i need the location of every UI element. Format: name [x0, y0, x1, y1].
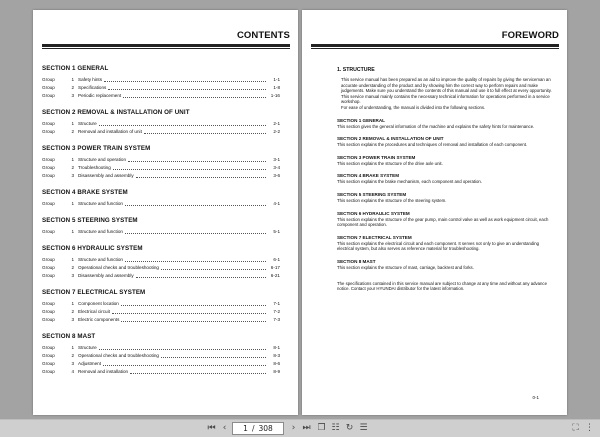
toc-page-ref: 2-1	[273, 121, 280, 126]
toc-page-ref: 5-1	[273, 229, 280, 234]
toc-group-number: 2	[71, 353, 74, 358]
foreword-section-title: SECTION 8 MAST	[337, 258, 376, 264]
toc-leader-dots	[121, 321, 266, 322]
foreword-section	[337, 259, 557, 271]
toc-group-number: 3	[71, 93, 74, 98]
toc-leader-dots	[136, 177, 266, 178]
toc-entry-label: Periodic replacement	[78, 93, 122, 98]
toc-entry-label: Structure and function	[78, 229, 123, 234]
foreword-section	[337, 211, 557, 228]
toc-group-number: 1	[71, 301, 74, 306]
toc-section	[42, 65, 280, 100]
toc-group: Group	[42, 157, 55, 162]
foreword-section-text: This section explains the procedures and techniques of removal and installation of each component.	[337, 142, 528, 148]
toc-entry[interactable]	[42, 156, 280, 164]
toc-group: Group	[42, 361, 55, 366]
toc-group-number: 2	[71, 129, 74, 134]
toc-section-title[interactable]: SECTION 4 BRAKE SYSTEM	[42, 189, 128, 196]
toc-section-title[interactable]: SECTION 7 ELECTRICAL SYSTEM	[42, 289, 146, 296]
toc-section	[42, 289, 280, 324]
toc-group-number: 1	[71, 201, 74, 206]
toc-section-title[interactable]: SECTION 6 HYDRAULIC SYSTEM	[42, 245, 143, 252]
toc-entry[interactable]	[42, 368, 280, 376]
toc-group: Group	[42, 121, 55, 126]
toc-group-number: 1	[71, 157, 74, 162]
toc-entry-label: Adjustment	[78, 361, 101, 366]
previous-page-icon[interactable]: ‹	[222, 423, 227, 433]
foreword-section	[337, 136, 557, 148]
toc-group-number: 1	[71, 77, 74, 82]
foreword-section-title: SECTION 2 REMOVAL & INSTALLATION OF UNIT	[337, 136, 444, 142]
toc-group: Group	[42, 173, 55, 178]
toc-entry[interactable]	[42, 164, 280, 172]
foreword-section-text: This section explains the brake mechanism, each component and operation.	[337, 179, 482, 185]
foreword-section-text: This section gives the general information of the machine and explains the safety hints for maintenance.	[337, 123, 535, 129]
foreword-body	[337, 67, 557, 292]
toc-entry[interactable]	[42, 120, 280, 128]
toc-entry[interactable]	[42, 264, 280, 272]
toc-page-ref: 7-3	[273, 317, 280, 322]
toc-leader-dots	[128, 161, 266, 162]
toc-entry[interactable]	[42, 352, 280, 360]
toc-entry-label: Specifications	[78, 85, 107, 90]
toc-entry[interactable]	[42, 308, 280, 316]
toc-entry[interactable]	[42, 200, 280, 208]
toc-section	[42, 189, 280, 208]
toc-section-title[interactable]: SECTION 2 REMOVAL & INSTALLATION OF UNIT	[42, 109, 190, 116]
toc-page-ref: 1-16	[270, 93, 280, 98]
toc-leader-dots	[125, 261, 266, 262]
foreword-heading: 1. STRUCTURE	[337, 67, 375, 73]
toc-leader-dots	[108, 89, 266, 90]
toc-entry[interactable]	[42, 84, 280, 92]
foreword-paragraph: This service manual has been prepared as an aid to improve the quality of repairs by giving the serviceman an accurate understanding of the product and by showing him the correct way to perform repairs and make judgements. Make sure you understand the contents of this manual and use it to full effect at every opportunity.	[341, 77, 552, 94]
last-page-icon[interactable]: ⏭	[302, 423, 311, 433]
toc-entry-label: Operational checks and troubleshooting	[78, 265, 159, 270]
foreword-section-title: SECTION 7 ELECTRICAL SYSTEM	[337, 234, 412, 240]
toc-entry-label: Structure and function	[78, 257, 123, 262]
foreword-section-title: SECTION 3 POWER TRAIN SYSTEM	[337, 154, 416, 160]
toc-group-number: 2	[71, 165, 74, 170]
toc-group: Group	[42, 201, 55, 206]
toc-group: Group	[42, 229, 55, 234]
toc-group: Group	[42, 93, 55, 98]
foreword-page	[302, 10, 567, 415]
foreword-section	[337, 173, 557, 185]
toc-section	[42, 245, 280, 280]
header-rule-thin	[42, 48, 290, 49]
toc-section	[42, 333, 280, 376]
foreword-section-text: This section explains the structure of the steering system.	[337, 197, 447, 203]
header-rule-thin	[311, 48, 559, 49]
toc-leader-dots	[136, 277, 266, 278]
foreword-footer: The specifications contained in this service manual are subject to change at any time and without any advance notice. Contact your HYUNDAI distributor for the latest information.	[337, 280, 547, 292]
toc-section-title[interactable]: SECTION 8 MAST	[42, 333, 96, 340]
toc-entry[interactable]	[42, 228, 280, 236]
next-page-icon[interactable]: ›	[291, 423, 296, 433]
toc-group: Group	[42, 353, 55, 358]
toc-entry[interactable]	[42, 300, 280, 308]
toc-section	[42, 217, 280, 236]
toc-leader-dots	[99, 349, 266, 350]
toc-entry-label: Electric components	[78, 317, 120, 322]
toc-entry-label: Component location	[78, 301, 119, 306]
toc-entry-label: Disassembly and assembly	[78, 173, 134, 178]
total-pages: 308	[258, 424, 273, 433]
table-of-contents	[42, 65, 280, 385]
toc-page-ref: 8-9	[273, 369, 280, 374]
toc-leader-dots	[112, 313, 266, 314]
toc-entry-label: Operational checks and troubleshooting	[78, 353, 159, 358]
page-separator: /	[251, 424, 255, 433]
toc-entry[interactable]	[42, 360, 280, 368]
page-header	[311, 30, 559, 54]
toc-leader-dots	[104, 81, 266, 82]
toc-entry-label: Safety hints	[78, 77, 103, 82]
page-title: FOREWORD	[501, 30, 559, 41]
foreword-section-title: SECTION 6 HYDRAULIC SYSTEM	[337, 210, 410, 216]
toc-entry[interactable]	[42, 92, 280, 100]
fullscreen-icon[interactable]: ⛶	[572, 423, 579, 433]
toc-entry[interactable]	[42, 256, 280, 264]
toc-group-number: 3	[71, 361, 74, 366]
toc-entry-label: Troubleshooting	[78, 165, 111, 170]
toc-page-ref: 3-1	[273, 157, 280, 162]
toc-leader-dots	[113, 169, 266, 170]
contents-page	[33, 10, 298, 415]
toc-page-ref: 7-2	[273, 309, 280, 314]
foreword-sections	[337, 118, 557, 271]
toc-group-number: 2	[71, 265, 74, 270]
toc-leader-dots	[123, 97, 266, 98]
toc-leader-dots	[121, 305, 266, 306]
toc-entry-label: Electrical circuit	[78, 309, 110, 314]
foreword-paragraph: For ease of understanding, the manual is divided into the following sections.	[341, 104, 486, 110]
toc-page-ref: 7-1	[273, 301, 280, 306]
foreword-section-text: This section explains the structure of the drive axle unit.	[337, 160, 443, 166]
foreword-section-text: This section explains the electrical circuit and each component. It serves not only to give an understanding electrical system, but also serves as reference material for troubleshooting.	[337, 240, 540, 252]
current-page: 1	[243, 424, 248, 433]
first-page-icon[interactable]: ⏮	[207, 423, 216, 433]
toc-page-ref: 3-4	[273, 165, 280, 170]
foreword-section	[337, 235, 557, 252]
toc-group-number: 3	[71, 317, 74, 322]
toc-page-ref: 3-6	[273, 173, 280, 178]
menu-icon[interactable]: ⋮	[585, 423, 594, 433]
toc-entry-label: Removal and installation	[78, 369, 129, 374]
toc-group-number: 4	[71, 369, 74, 374]
toc-group: Group	[42, 77, 55, 82]
toc-entry[interactable]	[42, 128, 280, 136]
page-number: 0-1	[532, 395, 539, 400]
toc-entry-label: Structure	[78, 121, 97, 126]
toc-entry[interactable]	[42, 272, 280, 280]
toc-leader-dots	[144, 133, 266, 134]
toc-entry-label: Removal and installation of unit	[78, 129, 142, 134]
fit-page-icon[interactable]: ❐	[317, 423, 326, 433]
toc-page-ref: 1-8	[273, 85, 280, 90]
toc-group-number: 2	[71, 309, 74, 314]
toc-group-number: 3	[71, 173, 74, 178]
toc-group: Group	[42, 309, 55, 314]
rotate-icon[interactable]: ↻	[345, 423, 354, 433]
toc-group-number: 1	[71, 345, 74, 350]
toc-entry[interactable]	[42, 172, 280, 180]
toc-section	[42, 145, 280, 180]
foreword-section-title: SECTION 4 BRAKE SYSTEM	[337, 173, 400, 179]
foreword-section-text: This section explains the structure of mast, carriage, backrest and forks.	[337, 264, 474, 270]
toc-section-title[interactable]: SECTION 3 POWER TRAIN SYSTEM	[42, 145, 151, 152]
toc-leader-dots	[125, 205, 266, 206]
toc-entry[interactable]	[42, 344, 280, 352]
toc-entry-label: Structure	[78, 345, 97, 350]
toc-group-number: 2	[71, 85, 74, 90]
toc-leader-dots	[103, 365, 266, 366]
toc-group-number: 1	[71, 121, 74, 126]
toc-entry-label: Structure and operation	[78, 157, 127, 162]
toc-section-title[interactable]: SECTION 1 GENERAL	[42, 65, 109, 72]
toc-group-number: 1	[71, 229, 74, 234]
toc-section-title[interactable]: SECTION 5 STEERING SYSTEM	[42, 217, 138, 224]
header-rule	[311, 44, 559, 47]
toc-leader-dots	[161, 269, 266, 270]
toc-page-ref: 6-21	[270, 273, 280, 278]
toc-page-ref: 8-1	[273, 345, 280, 350]
foreword-section-title: SECTION 1 GENERAL	[337, 117, 385, 123]
foreword-section-text: This section explains the structure of the gear pump, main control valve as well as work equipment circuit, each component and operation.	[337, 216, 549, 228]
toc-group: Group	[42, 129, 55, 134]
viewer-toolbar	[0, 419, 600, 437]
toc-page-ref: 4-1	[273, 201, 280, 206]
toc-page-ref: 8-6	[273, 361, 280, 366]
toc-group: Group	[42, 345, 55, 350]
page-header	[42, 30, 290, 54]
header-rule	[42, 44, 290, 47]
foreword-section	[337, 118, 557, 130]
toc-group: Group	[42, 301, 55, 306]
toc-group: Group	[42, 369, 55, 374]
toc-page-ref: 8-3	[273, 353, 280, 358]
toc-group-number: 3	[71, 273, 74, 278]
toc-leader-dots	[130, 373, 266, 374]
toc-entry-label: Disassembly and assembly	[78, 273, 134, 278]
toc-section	[42, 109, 280, 136]
toc-leader-dots	[99, 125, 266, 126]
foreword-intro	[337, 77, 557, 111]
toc-group: Group	[42, 257, 55, 262]
toc-entry-label: Structure and function	[78, 201, 123, 206]
two-page-view-icon[interactable]: ☷	[331, 423, 340, 433]
foreword-paragraph: This service manual mainly contains the necessary technical information for operations performed in a service workshop.	[341, 93, 550, 105]
toc-entry[interactable]	[42, 316, 280, 324]
continuous-view-icon[interactable]: ☰	[359, 423, 368, 433]
toc-leader-dots	[161, 357, 266, 358]
toc-group: Group	[42, 273, 55, 278]
toc-group: Group	[42, 265, 55, 270]
toc-page-ref: 6-17	[270, 265, 280, 270]
foreword-section-title: SECTION 5 STEERING SYSTEM	[337, 191, 407, 197]
toc-group-number: 1	[71, 257, 74, 262]
toc-page-ref: 2-2	[273, 129, 280, 134]
foreword-section	[337, 192, 557, 204]
toc-group: Group	[42, 317, 55, 322]
page-title: CONTENTS	[236, 30, 290, 41]
toc-group: Group	[42, 165, 55, 170]
toc-leader-dots	[125, 233, 266, 234]
toc-entry[interactable]	[42, 76, 280, 84]
toc-page-ref: 6-1	[273, 257, 280, 262]
page-number-input[interactable]	[232, 422, 284, 435]
toc-page-ref: 1-1	[273, 77, 280, 82]
toc-group: Group	[42, 85, 55, 90]
foreword-section	[337, 155, 557, 167]
